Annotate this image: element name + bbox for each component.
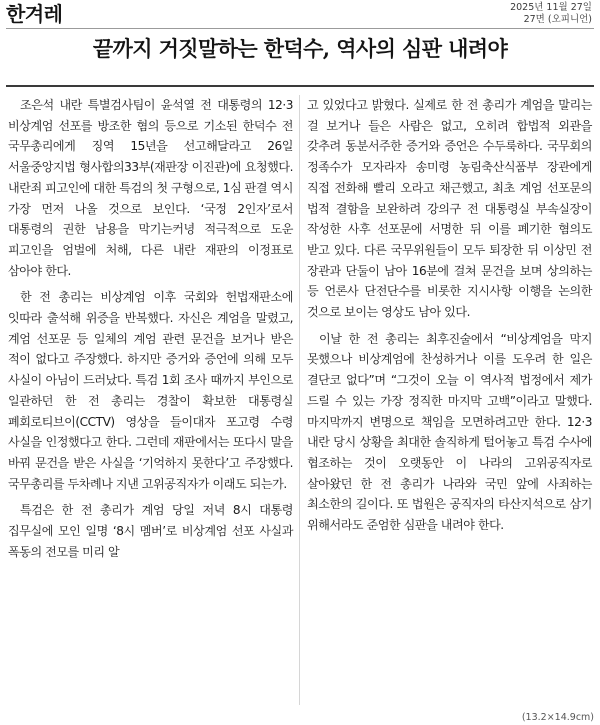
column-divider: [299, 95, 300, 705]
newspaper-logo: 한겨레: [6, 2, 63, 26]
page-section: 27면 (오피니언): [523, 14, 592, 25]
clipping-size-note: (13.2×14.9cm): [521, 712, 594, 723]
paragraph: 고 있었다고 밝혔다. 실제로 한 전 총리가 계엄을 말리는 걸 보거나 들은 사람은 없고, 오히려 합법적 외관을 갖추려 동분서주한 증거와 증언은 수두룩하다. 국무회의 정족수가 모자라자 송미령 농림축산식품부 장관에게 직접 전화해 빨리 오라고 채근했고, 최초 계엄 선포문의 법적 결함을 보완하려 강의구 전 대통령실 부속실장이 작성한 사후 선포문에 서명한 뒤 이를 폐기한 혐의도 받고 있다. 다른 국무위원들이 모두 퇴장한 뒤 이상민 전 장관과 단둘이 남아 16분에 걸쳐 문건을 보며 상의하는 등 언론사 단전단수를 비롯한 지시사항 이행을 논의한 것으로 보이는 영상도 남아 있다.: [307, 98, 592, 320]
paragraph: 조은석 내란 특별검사팀이 윤석열 전 대통령의 12·3 비상계엄 선포를 방조한 혐의 등으로 기소된 한덕수 전 국무총리에게 징역 15년을 선고해달라고 26일 서울중앙지법 형사합의33부(재판장 이진관)에 요청했다. 내란죄 피고인에 대한 특검의 첫 구형으로, 1심 판결 역시 가장 먼저 나올 것으로 보인다. ‘국정 2인자’로서 대통령의 권한 남용을 막기는커녕 적극적으로 도운 피고인을 엄벌에 처해, 다른 내란 재판의 이정표로 삼아야 한다.: [8, 98, 293, 278]
article-headline: 끝까지 거짓말하는 한덕수, 역사의 심판 내려야: [92, 36, 508, 61]
paragraph: 이날 한 전 총리는 최후진술에서 “비상계엄을 막지 못했으나 비상계엄에 찬성하거나 이를 도우려 한 일은 결단코 없다”며 “그것이 오늘 이 역사적 법정에서 제가 드릴 수 있는 가장 정직한 마지막 고백”이라고 말했다. 마지막까지 변명으로 책임을 모면하려고만 한다. 12·3 내란 당시 상황을 최대한 솔직하게 털어놓고 특검 수사에 협조하는 것이 오랫동안 이 나라의 고위공직자로 살아왔던 한 전 총리가 나라와 국민 앞에 사죄하는 최소한의 길이다. 또 법원은 공직자의 타산지석으로 삼기 위해서라도 준엄한 심판을 내려야 한다.: [307, 331, 592, 533]
article-column-left: [8, 95, 293, 568]
paragraph: 특검은 한 전 총리가 계엄 당일 저녁 8시 대통령 집무실에 모인 일명 ‘8시 멤버’로 비상계엄 선포 사실과 폭동의 전모를 미리 알: [8, 503, 293, 559]
masthead: [0, 0, 600, 30]
top-rule: [6, 28, 594, 29]
publication-meta: [510, 2, 592, 26]
paragraph: 한 전 총리는 비상계엄 이후 국회와 헌법재판소에 잇따라 출석해 위증을 반복했다. 자신은 계엄을 말렸고, 계엄 선포문 등 일체의 계엄 관련 문건을 보거나 받은 적이 없다고 주장했다. 하지만 증거와 증언에 의해 모두 사실이 아님이 드러났다. 특검 1회 조사 때까지 부인으로 일관하던 한 전 총리는 경찰이 확보한 대통령실 폐회로티브이(CCTV) 영상을 들이대자 포고령 수령 사실을 인정했다고 한다. 그런데 재판에서는 또다시 말을 바꿔 문건을 받은 사실을 ‘기억하지 못한다’고 주장했다. 국무총리를 두차례나 지낸 고위공직자가 이래도 되는가.: [8, 290, 293, 491]
publication-date: 2025년 11월 27일: [510, 2, 592, 13]
headline-rule: [6, 85, 594, 87]
article-column-right: [307, 95, 592, 542]
